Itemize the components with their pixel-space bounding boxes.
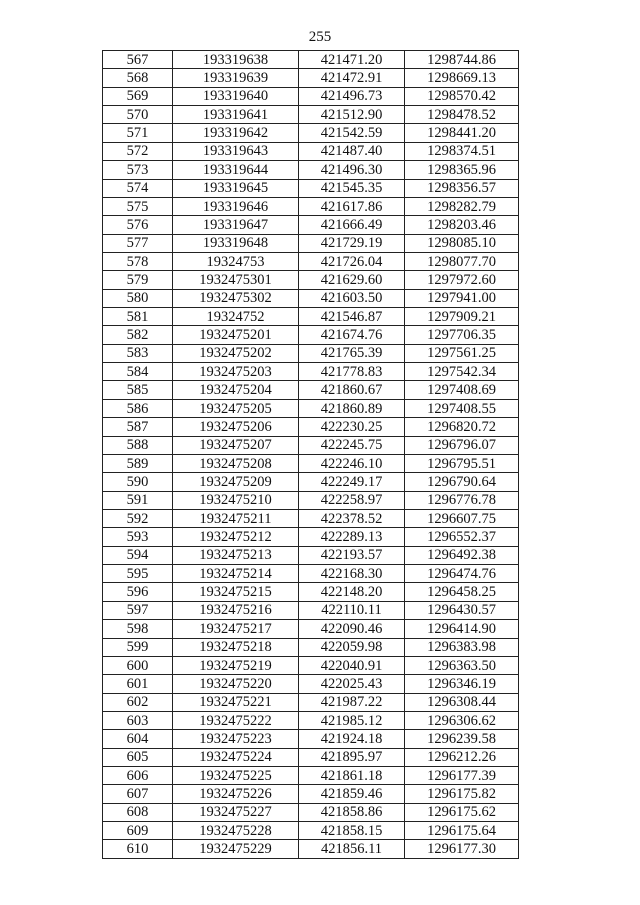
x-coordinate-cell: 421860.89 <box>299 399 405 417</box>
y-coordinate-cell: 1296796.07 <box>405 436 519 454</box>
table-row <box>103 822 519 840</box>
y-coordinate-cell: 1296414.90 <box>405 620 519 638</box>
point-id-cell: 1932475219 <box>173 656 299 674</box>
table-row <box>103 491 519 509</box>
point-id-cell: 1932475221 <box>173 693 299 711</box>
x-coordinate-cell: 422148.20 <box>299 583 405 601</box>
x-coordinate-cell: 421858.15 <box>299 822 405 840</box>
table-row <box>103 197 519 215</box>
point-id-cell: 1932475302 <box>173 289 299 307</box>
point-id-cell: 1932475208 <box>173 454 299 472</box>
point-id-cell: 19324753 <box>173 252 299 270</box>
x-coordinate-cell: 421729.19 <box>299 234 405 252</box>
row-number-cell: 578 <box>103 252 173 270</box>
x-coordinate-cell: 422168.30 <box>299 565 405 583</box>
x-coordinate-cell: 421603.50 <box>299 289 405 307</box>
table-row <box>103 289 519 307</box>
table-row <box>103 601 519 619</box>
x-coordinate-cell: 421496.73 <box>299 87 405 105</box>
y-coordinate-cell: 1296776.78 <box>405 491 519 509</box>
table-row <box>103 730 519 748</box>
x-coordinate-cell: 422090.46 <box>299 620 405 638</box>
row-number-cell: 568 <box>103 69 173 87</box>
table-row <box>103 509 519 527</box>
table-row <box>103 142 519 160</box>
row-number-cell: 605 <box>103 748 173 766</box>
table-row <box>103 234 519 252</box>
x-coordinate-cell: 421487.40 <box>299 142 405 160</box>
row-number-cell: 581 <box>103 308 173 326</box>
table-row <box>103 767 519 785</box>
table-row <box>103 528 519 546</box>
row-number-cell: 599 <box>103 638 173 656</box>
table-row <box>103 216 519 234</box>
x-coordinate-cell: 422025.43 <box>299 675 405 693</box>
point-id-cell: 193319642 <box>173 124 299 142</box>
y-coordinate-cell: 1298374.51 <box>405 142 519 160</box>
x-coordinate-cell: 421924.18 <box>299 730 405 748</box>
x-coordinate-cell: 421629.60 <box>299 271 405 289</box>
point-id-cell: 1932475225 <box>173 767 299 785</box>
x-coordinate-cell: 421512.90 <box>299 106 405 124</box>
row-number-cell: 598 <box>103 620 173 638</box>
y-coordinate-cell: 1298085.10 <box>405 234 519 252</box>
row-number-cell: 576 <box>103 216 173 234</box>
y-coordinate-cell: 1297706.35 <box>405 326 519 344</box>
point-id-cell: 1932475220 <box>173 675 299 693</box>
row-number-cell: 570 <box>103 106 173 124</box>
row-number-cell: 588 <box>103 436 173 454</box>
table-row <box>103 711 519 729</box>
table-row <box>103 308 519 326</box>
row-number-cell: 609 <box>103 822 173 840</box>
y-coordinate-cell: 1296458.25 <box>405 583 519 601</box>
table-row <box>103 656 519 674</box>
point-id-cell: 193319647 <box>173 216 299 234</box>
y-coordinate-cell: 1297542.34 <box>405 363 519 381</box>
table-row <box>103 748 519 766</box>
x-coordinate-cell: 421778.83 <box>299 363 405 381</box>
point-id-cell: 193319640 <box>173 87 299 105</box>
row-number-cell: 582 <box>103 326 173 344</box>
table-row <box>103 583 519 601</box>
row-number-cell: 584 <box>103 363 173 381</box>
y-coordinate-cell: 1296492.38 <box>405 546 519 564</box>
point-id-cell: 1932475217 <box>173 620 299 638</box>
y-coordinate-cell: 1298744.86 <box>405 51 519 69</box>
table-row <box>103 803 519 821</box>
point-id-cell: 1932475213 <box>173 546 299 564</box>
x-coordinate-cell: 421674.76 <box>299 326 405 344</box>
y-coordinate-cell: 1296212.26 <box>405 748 519 766</box>
x-coordinate-cell: 421666.49 <box>299 216 405 234</box>
table-row <box>103 363 519 381</box>
point-id-cell: 193319638 <box>173 51 299 69</box>
table-row <box>103 418 519 436</box>
point-id-cell: 1932475214 <box>173 565 299 583</box>
table-row <box>103 473 519 491</box>
y-coordinate-cell: 1296175.82 <box>405 785 519 803</box>
y-coordinate-cell: 1298365.96 <box>405 161 519 179</box>
y-coordinate-cell: 1296177.39 <box>405 767 519 785</box>
table-row <box>103 252 519 270</box>
y-coordinate-cell: 1296430.57 <box>405 601 519 619</box>
point-id-cell: 1932475209 <box>173 473 299 491</box>
point-id-cell: 1932475216 <box>173 601 299 619</box>
table-row <box>103 106 519 124</box>
table-row <box>103 326 519 344</box>
x-coordinate-cell: 421987.22 <box>299 693 405 711</box>
table-row <box>103 344 519 362</box>
point-id-cell: 1932475211 <box>173 509 299 527</box>
row-number-cell: 586 <box>103 399 173 417</box>
row-number-cell: 603 <box>103 711 173 729</box>
y-coordinate-cell: 1298478.52 <box>405 106 519 124</box>
table-row <box>103 399 519 417</box>
point-id-cell: 1932475201 <box>173 326 299 344</box>
row-number-cell: 595 <box>103 565 173 583</box>
row-number-cell: 602 <box>103 693 173 711</box>
x-coordinate-cell: 422230.25 <box>299 418 405 436</box>
x-coordinate-cell: 422246.10 <box>299 454 405 472</box>
row-number-cell: 573 <box>103 161 173 179</box>
x-coordinate-cell: 421471.20 <box>299 51 405 69</box>
page-number: 255 <box>308 29 332 45</box>
y-coordinate-cell: 1296795.51 <box>405 454 519 472</box>
y-coordinate-cell: 1298570.42 <box>405 87 519 105</box>
point-id-cell: 1932475203 <box>173 363 299 381</box>
y-coordinate-cell: 1298669.13 <box>405 69 519 87</box>
point-id-cell: 1932475205 <box>173 399 299 417</box>
point-id-cell: 1932475210 <box>173 491 299 509</box>
x-coordinate-cell: 421726.04 <box>299 252 405 270</box>
y-coordinate-cell: 1297972.60 <box>405 271 519 289</box>
y-coordinate-cell: 1296552.37 <box>405 528 519 546</box>
table-row <box>103 546 519 564</box>
point-id-cell: 1932475204 <box>173 381 299 399</box>
table-row <box>103 638 519 656</box>
y-coordinate-cell: 1296306.62 <box>405 711 519 729</box>
table-row <box>103 124 519 142</box>
x-coordinate-cell: 421860.67 <box>299 381 405 399</box>
row-number-cell: 593 <box>103 528 173 546</box>
y-coordinate-cell: 1296175.64 <box>405 822 519 840</box>
y-coordinate-cell: 1297408.69 <box>405 381 519 399</box>
x-coordinate-cell: 422193.57 <box>299 546 405 564</box>
x-coordinate-cell: 421985.12 <box>299 711 405 729</box>
table-row <box>103 436 519 454</box>
row-number-cell: 577 <box>103 234 173 252</box>
table-row <box>103 179 519 197</box>
y-coordinate-cell: 1297408.55 <box>405 399 519 417</box>
point-id-cell: 1932475224 <box>173 748 299 766</box>
row-number-cell: 571 <box>103 124 173 142</box>
row-number-cell: 589 <box>103 454 173 472</box>
y-coordinate-cell: 1297561.25 <box>405 344 519 362</box>
x-coordinate-cell: 421765.39 <box>299 344 405 362</box>
row-number-cell: 574 <box>103 179 173 197</box>
x-coordinate-cell: 422378.52 <box>299 509 405 527</box>
row-number-cell: 569 <box>103 87 173 105</box>
table-row <box>103 271 519 289</box>
row-number-cell: 592 <box>103 509 173 527</box>
row-number-cell: 572 <box>103 142 173 160</box>
y-coordinate-cell: 1296383.98 <box>405 638 519 656</box>
y-coordinate-cell: 1296239.58 <box>405 730 519 748</box>
y-coordinate-cell: 1298077.70 <box>405 252 519 270</box>
x-coordinate-cell: 421861.18 <box>299 767 405 785</box>
y-coordinate-cell: 1298282.79 <box>405 197 519 215</box>
point-id-cell: 193319646 <box>173 197 299 215</box>
coordinates-table-body <box>103 51 519 859</box>
y-coordinate-cell: 1296790.64 <box>405 473 519 491</box>
y-coordinate-cell: 1297941.00 <box>405 289 519 307</box>
point-id-cell: 1932475202 <box>173 344 299 362</box>
y-coordinate-cell: 1297909.21 <box>405 308 519 326</box>
point-id-cell: 1932475229 <box>173 840 299 858</box>
point-id-cell: 193319644 <box>173 161 299 179</box>
x-coordinate-cell: 421895.97 <box>299 748 405 766</box>
point-id-cell: 1932475206 <box>173 418 299 436</box>
point-id-cell: 1932475212 <box>173 528 299 546</box>
y-coordinate-cell: 1296175.62 <box>405 803 519 821</box>
x-coordinate-cell: 422040.91 <box>299 656 405 674</box>
x-coordinate-cell: 421858.86 <box>299 803 405 821</box>
row-number-cell: 585 <box>103 381 173 399</box>
table-row <box>103 161 519 179</box>
point-id-cell: 1932475301 <box>173 271 299 289</box>
y-coordinate-cell: 1296177.30 <box>405 840 519 858</box>
row-number-cell: 579 <box>103 271 173 289</box>
row-number-cell: 567 <box>103 51 173 69</box>
x-coordinate-cell: 421496.30 <box>299 161 405 179</box>
point-id-cell: 19324752 <box>173 308 299 326</box>
table-row <box>103 381 519 399</box>
x-coordinate-cell: 422289.13 <box>299 528 405 546</box>
x-coordinate-cell: 422258.97 <box>299 491 405 509</box>
y-coordinate-cell: 1296363.50 <box>405 656 519 674</box>
x-coordinate-cell: 422245.75 <box>299 436 405 454</box>
x-coordinate-cell: 422249.17 <box>299 473 405 491</box>
point-id-cell: 193319641 <box>173 106 299 124</box>
row-number-cell: 583 <box>103 344 173 362</box>
point-id-cell: 193319645 <box>173 179 299 197</box>
y-coordinate-cell: 1298356.57 <box>405 179 519 197</box>
y-coordinate-cell: 1296474.76 <box>405 565 519 583</box>
x-coordinate-cell: 421859.46 <box>299 785 405 803</box>
point-id-cell: 193319643 <box>173 142 299 160</box>
row-number-cell: 610 <box>103 840 173 858</box>
table-row <box>103 620 519 638</box>
point-id-cell: 1932475222 <box>173 711 299 729</box>
point-id-cell: 1932475218 <box>173 638 299 656</box>
table-row <box>103 51 519 69</box>
row-number-cell: 590 <box>103 473 173 491</box>
point-id-cell: 1932475215 <box>173 583 299 601</box>
row-number-cell: 575 <box>103 197 173 215</box>
row-number-cell: 580 <box>103 289 173 307</box>
table-row <box>103 454 519 472</box>
table-row <box>103 87 519 105</box>
row-number-cell: 594 <box>103 546 173 564</box>
row-number-cell: 607 <box>103 785 173 803</box>
point-id-cell: 193319648 <box>173 234 299 252</box>
point-id-cell: 1932475223 <box>173 730 299 748</box>
x-coordinate-cell: 422059.98 <box>299 638 405 656</box>
table-row <box>103 69 519 87</box>
row-number-cell: 591 <box>103 491 173 509</box>
table-row <box>103 785 519 803</box>
row-number-cell: 604 <box>103 730 173 748</box>
table-row <box>103 675 519 693</box>
point-id-cell: 1932475226 <box>173 785 299 803</box>
point-id-cell: 1932475207 <box>173 436 299 454</box>
row-number-cell: 596 <box>103 583 173 601</box>
x-coordinate-cell: 421542.59 <box>299 124 405 142</box>
point-id-cell: 1932475227 <box>173 803 299 821</box>
table-row <box>103 565 519 583</box>
x-coordinate-cell: 421545.35 <box>299 179 405 197</box>
x-coordinate-cell: 421472.91 <box>299 69 405 87</box>
row-number-cell: 597 <box>103 601 173 619</box>
point-id-cell: 193319639 <box>173 69 299 87</box>
row-number-cell: 601 <box>103 675 173 693</box>
x-coordinate-cell: 421617.86 <box>299 197 405 215</box>
table-row <box>103 693 519 711</box>
row-number-cell: 587 <box>103 418 173 436</box>
y-coordinate-cell: 1296607.75 <box>405 509 519 527</box>
y-coordinate-cell: 1296308.44 <box>405 693 519 711</box>
y-coordinate-cell: 1296820.72 <box>405 418 519 436</box>
point-id-cell: 1932475228 <box>173 822 299 840</box>
x-coordinate-cell: 421546.87 <box>299 308 405 326</box>
y-coordinate-cell: 1298203.46 <box>405 216 519 234</box>
y-coordinate-cell: 1296346.19 <box>405 675 519 693</box>
coordinates-table <box>102 50 519 859</box>
x-coordinate-cell: 421856.11 <box>299 840 405 858</box>
row-number-cell: 606 <box>103 767 173 785</box>
y-coordinate-cell: 1298441.20 <box>405 124 519 142</box>
table-row <box>103 840 519 858</box>
x-coordinate-cell: 422110.11 <box>299 601 405 619</box>
row-number-cell: 600 <box>103 656 173 674</box>
row-number-cell: 608 <box>103 803 173 821</box>
